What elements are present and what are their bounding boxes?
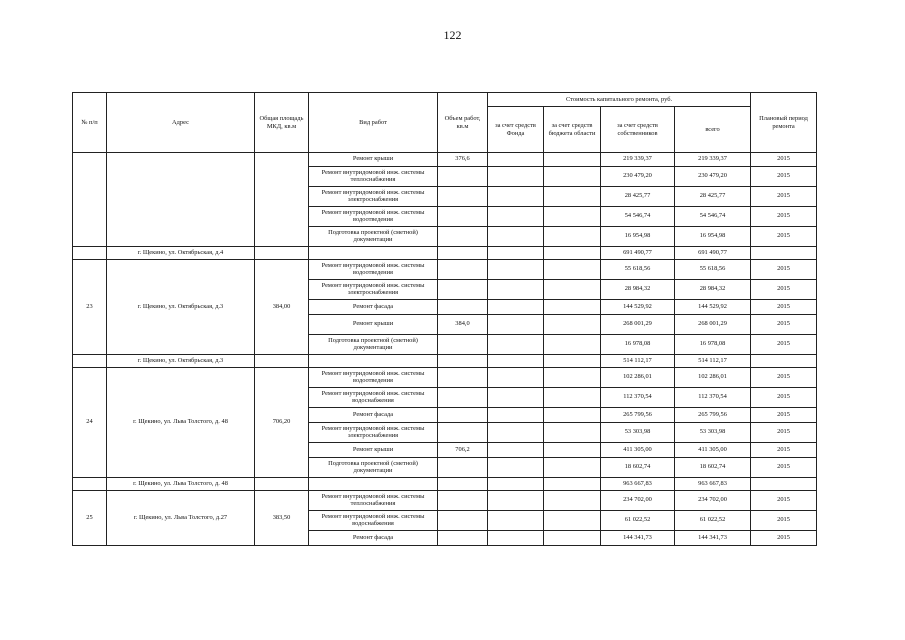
header-work-type: Вид работ bbox=[309, 93, 438, 153]
cost-fund bbox=[488, 153, 544, 167]
cost-owners: 268 001,29 bbox=[601, 315, 675, 335]
work-type: Ремонт фасада bbox=[309, 408, 438, 423]
table-row bbox=[73, 491, 817, 511]
cost-owners: 102 286,01 bbox=[601, 368, 675, 388]
cost-fund bbox=[488, 335, 544, 355]
total-work bbox=[309, 478, 438, 491]
cost-owners: 411 305,00 bbox=[601, 443, 675, 458]
total-work bbox=[309, 247, 438, 260]
work-type: Подготовка проектной (сметной) документации bbox=[309, 227, 438, 247]
total-sum: 963 667,83 bbox=[675, 478, 751, 491]
cost-total: 54 546,74 bbox=[675, 207, 751, 227]
building-area: 706,20 bbox=[255, 368, 309, 478]
work-type: Ремонт внутридомовой инж. системы теплоснабжения bbox=[309, 491, 438, 511]
cost-region bbox=[544, 187, 601, 207]
total-spacer bbox=[73, 478, 107, 491]
cost-fund bbox=[488, 280, 544, 300]
repair-period: 2015 bbox=[751, 423, 817, 443]
header-cost-region: за счет средств бюджета области bbox=[544, 107, 601, 153]
work-type: Ремонт крыши bbox=[309, 315, 438, 335]
work-volume bbox=[438, 423, 488, 443]
total-owners: 963 667,83 bbox=[601, 478, 675, 491]
cost-owners: 54 546,74 bbox=[601, 207, 675, 227]
work-type: Ремонт внутридомовой инж. системы электроснабжения bbox=[309, 423, 438, 443]
cost-fund bbox=[488, 531, 544, 546]
total-spacer bbox=[73, 247, 107, 260]
address bbox=[107, 153, 255, 247]
repair-period: 2015 bbox=[751, 458, 817, 478]
cost-fund bbox=[488, 187, 544, 207]
repair-period: 2015 bbox=[751, 187, 817, 207]
repair-period: 2015 bbox=[751, 300, 817, 315]
work-type: Ремонт внутридомовой инж. системы теплоснабжения bbox=[309, 167, 438, 187]
cost-owners: 55 618,56 bbox=[601, 260, 675, 280]
cost-fund bbox=[488, 227, 544, 247]
cost-total: 268 001,29 bbox=[675, 315, 751, 335]
header-cost-total: всего bbox=[675, 107, 751, 153]
total-period bbox=[751, 355, 817, 368]
header-cost-owners: за счет средств собственников bbox=[601, 107, 675, 153]
cost-total: 18 602,74 bbox=[675, 458, 751, 478]
repair-period: 2015 bbox=[751, 511, 817, 531]
row-number: 24 bbox=[73, 368, 107, 478]
cost-owners: 144 341,73 bbox=[601, 531, 675, 546]
table-row bbox=[73, 368, 817, 388]
cost-fund bbox=[488, 315, 544, 335]
cost-region bbox=[544, 388, 601, 408]
table-body bbox=[73, 153, 817, 546]
cost-region bbox=[544, 227, 601, 247]
cost-region bbox=[544, 335, 601, 355]
repair-period: 2015 bbox=[751, 531, 817, 546]
cost-region bbox=[544, 423, 601, 443]
cost-owners: 61 022,52 bbox=[601, 511, 675, 531]
cost-fund bbox=[488, 300, 544, 315]
cost-total: 219 339,37 bbox=[675, 153, 751, 167]
work-type: Подготовка проектной (сметной) документации bbox=[309, 458, 438, 478]
total-row bbox=[73, 247, 817, 260]
total-volume bbox=[438, 247, 488, 260]
repair-period: 2015 bbox=[751, 408, 817, 423]
cost-total: 55 618,56 bbox=[675, 260, 751, 280]
cost-fund bbox=[488, 443, 544, 458]
cost-owners: 112 370,54 bbox=[601, 388, 675, 408]
header-area: Общая площадь МКД, кв.м bbox=[255, 93, 309, 153]
repair-period: 2015 bbox=[751, 280, 817, 300]
building-area: 384,00 bbox=[255, 260, 309, 355]
header-period: Плановый период ремонта bbox=[751, 93, 817, 153]
work-type: Ремонт внутридомовой инж. системы водоснабжения bbox=[309, 388, 438, 408]
total-label: г. Щекино, ул. Октябрьская, д.3 bbox=[107, 355, 255, 368]
work-volume bbox=[438, 491, 488, 511]
header-volume: Объем работ, кв.м bbox=[438, 93, 488, 153]
total-row bbox=[73, 355, 817, 368]
cost-fund bbox=[488, 408, 544, 423]
cost-region bbox=[544, 491, 601, 511]
repair-period: 2015 bbox=[751, 315, 817, 335]
total-volume bbox=[438, 478, 488, 491]
work-volume bbox=[438, 458, 488, 478]
work-volume bbox=[438, 207, 488, 227]
work-volume bbox=[438, 368, 488, 388]
total-fund bbox=[488, 478, 544, 491]
work-type: Подготовка проектной (сметной) документации bbox=[309, 335, 438, 355]
row-number: 23 bbox=[73, 260, 107, 355]
cost-total: 265 799,56 bbox=[675, 408, 751, 423]
repair-period: 2015 bbox=[751, 207, 817, 227]
work-type: Ремонт крыши bbox=[309, 153, 438, 167]
work-volume bbox=[438, 280, 488, 300]
work-volume: 706,2 bbox=[438, 443, 488, 458]
work-volume bbox=[438, 408, 488, 423]
address: г. Щекино, ул. Октябрьская, д.3 bbox=[107, 260, 255, 355]
header-cost-group: Стоимость капитального ремонта, руб. bbox=[488, 93, 751, 107]
repair-period: 2015 bbox=[751, 443, 817, 458]
cost-fund bbox=[488, 207, 544, 227]
work-type: Ремонт внутридомовой инж. системы водоотведения bbox=[309, 368, 438, 388]
header-cost-fund: за счет средств Фонда bbox=[488, 107, 544, 153]
cost-total: 16 978,08 bbox=[675, 335, 751, 355]
cost-total: 144 529,92 bbox=[675, 300, 751, 315]
cost-fund bbox=[488, 458, 544, 478]
cost-fund bbox=[488, 423, 544, 443]
work-volume bbox=[438, 227, 488, 247]
cost-region bbox=[544, 300, 601, 315]
work-volume bbox=[438, 511, 488, 531]
cost-owners: 18 602,74 bbox=[601, 458, 675, 478]
table-row bbox=[73, 260, 817, 280]
address: г. Щекино, ул. Льва Толстого, д.27 bbox=[107, 491, 255, 546]
cost-total: 61 022,52 bbox=[675, 511, 751, 531]
cost-fund bbox=[488, 511, 544, 531]
work-volume bbox=[438, 388, 488, 408]
work-type: Ремонт внутридомовой инж. системы водоотведения bbox=[309, 207, 438, 227]
work-type: Ремонт внутридомовой инж. системы водоотведения bbox=[309, 260, 438, 280]
work-type: Ремонт фасада bbox=[309, 531, 438, 546]
repair-period: 2015 bbox=[751, 335, 817, 355]
repair-period: 2015 bbox=[751, 368, 817, 388]
capital-repair-table bbox=[72, 92, 817, 546]
cost-region bbox=[544, 315, 601, 335]
total-fund bbox=[488, 355, 544, 368]
work-volume bbox=[438, 187, 488, 207]
cost-total: 28 984,32 bbox=[675, 280, 751, 300]
repair-period: 2015 bbox=[751, 153, 817, 167]
cost-owners: 28 984,32 bbox=[601, 280, 675, 300]
header-num: № п/п bbox=[73, 93, 107, 153]
repair-period: 2015 bbox=[751, 388, 817, 408]
cost-total: 53 303,98 bbox=[675, 423, 751, 443]
cost-region bbox=[544, 443, 601, 458]
total-fund bbox=[488, 247, 544, 260]
repair-period: 2015 bbox=[751, 491, 817, 511]
total-region bbox=[544, 355, 601, 368]
work-type: Ремонт внутридомовой инж. системы водоснабжения bbox=[309, 511, 438, 531]
cost-owners: 28 425,77 bbox=[601, 187, 675, 207]
cost-region bbox=[544, 458, 601, 478]
total-period bbox=[751, 478, 817, 491]
total-volume bbox=[438, 355, 488, 368]
work-volume: 384,0 bbox=[438, 315, 488, 335]
work-volume bbox=[438, 167, 488, 187]
total-work bbox=[309, 355, 438, 368]
work-type: Ремонт внутридомовой инж. системы электроснабжения bbox=[309, 280, 438, 300]
cost-owners: 234 702,00 bbox=[601, 491, 675, 511]
address: г. Щекино, ул. Льва Толстого, д. 48 bbox=[107, 368, 255, 478]
work-volume bbox=[438, 300, 488, 315]
page-number: 122 bbox=[443, 28, 462, 42]
total-label: г. Щекино, ул. Октябрьская, д.4 bbox=[107, 247, 255, 260]
work-volume bbox=[438, 531, 488, 546]
cost-region bbox=[544, 531, 601, 546]
cost-fund bbox=[488, 167, 544, 187]
repair-period: 2015 bbox=[751, 227, 817, 247]
cost-owners: 16 978,08 bbox=[601, 335, 675, 355]
cost-fund bbox=[488, 368, 544, 388]
cost-total: 112 370,54 bbox=[675, 388, 751, 408]
cost-total: 16 954,98 bbox=[675, 227, 751, 247]
total-owners: 514 112,17 bbox=[601, 355, 675, 368]
repair-period: 2015 bbox=[751, 167, 817, 187]
cost-owners: 16 954,98 bbox=[601, 227, 675, 247]
total-spacer bbox=[73, 355, 107, 368]
total-label: г. Щекино, ул. Льва Толстого, д. 48 bbox=[107, 478, 255, 491]
cost-total: 230 479,20 bbox=[675, 167, 751, 187]
total-region bbox=[544, 247, 601, 260]
cost-fund bbox=[488, 260, 544, 280]
cost-fund bbox=[488, 491, 544, 511]
table-row bbox=[73, 153, 817, 167]
cost-owners: 219 339,37 bbox=[601, 153, 675, 167]
cost-owners: 144 529,92 bbox=[601, 300, 675, 315]
cost-total: 102 286,01 bbox=[675, 368, 751, 388]
total-period bbox=[751, 247, 817, 260]
work-volume bbox=[438, 335, 488, 355]
cost-region bbox=[544, 280, 601, 300]
cost-owners: 53 303,98 bbox=[601, 423, 675, 443]
cost-owners: 230 479,20 bbox=[601, 167, 675, 187]
building-area: 383,50 bbox=[255, 491, 309, 546]
work-type: Ремонт крыши bbox=[309, 443, 438, 458]
cost-owners: 265 799,56 bbox=[601, 408, 675, 423]
total-owners: 691 490,77 bbox=[601, 247, 675, 260]
cost-total: 234 702,00 bbox=[675, 491, 751, 511]
total-area bbox=[255, 355, 309, 368]
row-number: 25 bbox=[73, 491, 107, 546]
work-volume bbox=[438, 260, 488, 280]
cost-fund bbox=[488, 388, 544, 408]
cost-region bbox=[544, 207, 601, 227]
repair-period: 2015 bbox=[751, 260, 817, 280]
total-row bbox=[73, 478, 817, 491]
cost-region bbox=[544, 368, 601, 388]
work-type: Ремонт внутридомовой инж. системы электроснабжения bbox=[309, 187, 438, 207]
work-type: Ремонт фасада bbox=[309, 300, 438, 315]
building-area bbox=[255, 153, 309, 247]
header-address: Адрес bbox=[107, 93, 255, 153]
work-volume: 376,6 bbox=[438, 153, 488, 167]
total-region bbox=[544, 478, 601, 491]
row-number bbox=[73, 153, 107, 247]
cost-region bbox=[544, 167, 601, 187]
cost-region bbox=[544, 153, 601, 167]
total-area bbox=[255, 247, 309, 260]
cost-total: 144 341,73 bbox=[675, 531, 751, 546]
total-sum: 514 112,17 bbox=[675, 355, 751, 368]
cost-total: 411 305,00 bbox=[675, 443, 751, 458]
cost-region bbox=[544, 260, 601, 280]
cost-region bbox=[544, 408, 601, 423]
total-sum: 691 490,77 bbox=[675, 247, 751, 260]
cost-region bbox=[544, 511, 601, 531]
cost-total: 28 425,77 bbox=[675, 187, 751, 207]
total-area bbox=[255, 478, 309, 491]
